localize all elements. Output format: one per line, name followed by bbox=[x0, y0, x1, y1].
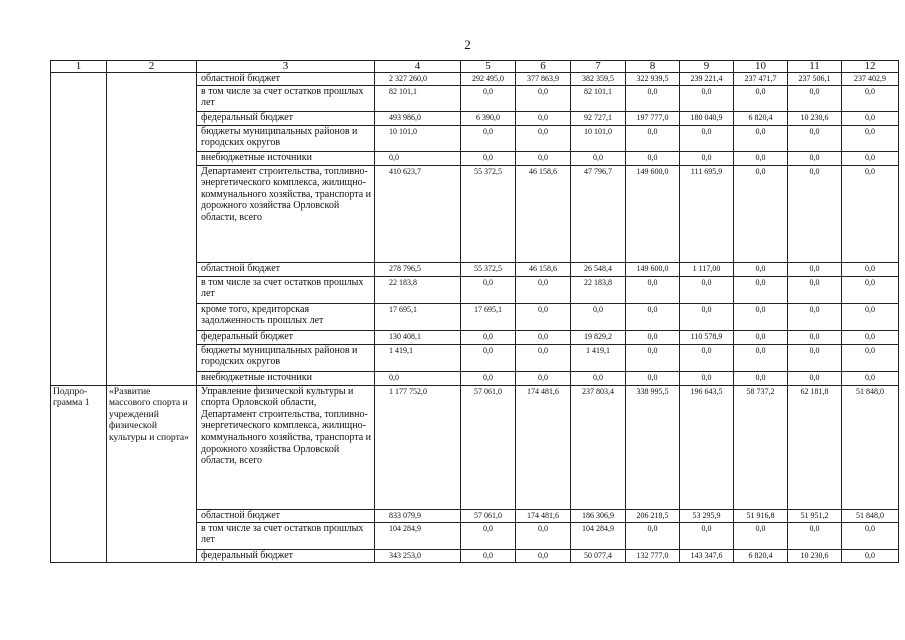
amount-cell: 0,0 bbox=[788, 151, 842, 165]
amount-cell: 0,0 bbox=[626, 522, 680, 549]
amount-cell: 51 916,8 bbox=[734, 509, 788, 522]
amount-cell: 0,0 bbox=[734, 276, 788, 303]
table-row bbox=[51, 73, 899, 86]
amount-cell: 0,0 bbox=[842, 549, 899, 562]
amount-cell: 0,0 bbox=[842, 165, 899, 262]
amount-cell: 0,0 bbox=[571, 151, 626, 165]
amount-cell: 0,0 bbox=[461, 330, 516, 344]
amount-cell: 0,0 bbox=[842, 276, 899, 303]
amount-cell: 0,0 bbox=[461, 371, 516, 385]
header-cell: 12 bbox=[842, 61, 899, 73]
header-cell: 2 bbox=[107, 61, 197, 73]
amount-cell: 0,0 bbox=[788, 262, 842, 276]
header-cell: 5 bbox=[461, 61, 516, 73]
amount-cell: 46 158,6 bbox=[516, 165, 571, 262]
amount-cell: 0,0 bbox=[788, 522, 842, 549]
amount-cell: 0,0 bbox=[842, 125, 899, 151]
amount-cell: 0,0 bbox=[461, 344, 516, 371]
amount-cell: 0,0 bbox=[734, 522, 788, 549]
funding-source-cell: бюджеты муниципальных районов и городских округов bbox=[197, 125, 375, 151]
amount-cell: 0,0 bbox=[516, 85, 571, 111]
amount-cell: 0,0 bbox=[734, 262, 788, 276]
amount-cell: 0,0 bbox=[680, 371, 734, 385]
amount-cell: 0,0 bbox=[516, 125, 571, 151]
funding-source-cell: федеральный бюджет bbox=[197, 330, 375, 344]
funding-source-cell: внебюджетные источники bbox=[197, 151, 375, 165]
amount-cell: 53 295,9 bbox=[680, 509, 734, 522]
table-header-row bbox=[51, 61, 899, 73]
amount-cell: 186 306,9 bbox=[571, 509, 626, 522]
amount-cell: 47 796,7 bbox=[571, 165, 626, 262]
amount-cell: 10 101,0 bbox=[375, 125, 461, 151]
amount-cell: 0,0 bbox=[734, 371, 788, 385]
amount-cell: 0,0 bbox=[842, 371, 899, 385]
amount-cell: 110 578,9 bbox=[680, 330, 734, 344]
amount-cell: 0,0 bbox=[680, 125, 734, 151]
amount-cell: 0,0 bbox=[516, 303, 571, 330]
amount-cell: 382 359,5 bbox=[571, 73, 626, 86]
amount-cell: 0,0 bbox=[842, 522, 899, 549]
header-cell: 10 bbox=[734, 61, 788, 73]
amount-cell: 0,0 bbox=[680, 276, 734, 303]
amount-cell: 1 419,1 bbox=[571, 344, 626, 371]
amount-cell: 0,0 bbox=[516, 371, 571, 385]
funding-source-cell: в том числе за счет остатков прошлых лет bbox=[197, 276, 375, 303]
amount-cell: 92 727,1 bbox=[571, 111, 626, 125]
funding-source-cell: Департамент строительства, топливно-энергетического комплекса, жилищно-коммунального хозяйства, транспорта и дорожного хозяйства Орловской области, всего bbox=[197, 165, 375, 262]
amount-cell: 6 820,4 bbox=[734, 549, 788, 562]
amount-cell: 0,0 bbox=[788, 276, 842, 303]
amount-cell: 0,0 bbox=[842, 111, 899, 125]
amount-cell: 149 600,0 bbox=[626, 262, 680, 276]
program-code-cell: Подпро-грамма 1 bbox=[51, 385, 107, 562]
amount-cell: 0,0 bbox=[626, 125, 680, 151]
amount-cell: 22 183,8 bbox=[571, 276, 626, 303]
amount-cell: 46 158,6 bbox=[516, 262, 571, 276]
amount-cell: 6 390,0 bbox=[461, 111, 516, 125]
amount-cell: 0,0 bbox=[680, 151, 734, 165]
amount-cell: 1 177 752,0 bbox=[375, 385, 461, 509]
program-name-cell bbox=[107, 73, 197, 386]
program-code-cell bbox=[51, 73, 107, 386]
amount-cell: 2 327 260,0 bbox=[375, 73, 461, 86]
budget-table bbox=[50, 60, 899, 563]
amount-cell: 1 117,00 bbox=[680, 262, 734, 276]
amount-cell: 174 481,6 bbox=[516, 509, 571, 522]
amount-cell: 0,0 bbox=[516, 276, 571, 303]
amount-cell: 6 820,4 bbox=[734, 111, 788, 125]
amount-cell: 111 695,9 bbox=[680, 165, 734, 262]
amount-cell: 0,0 bbox=[461, 276, 516, 303]
amount-cell: 0,0 bbox=[788, 125, 842, 151]
amount-cell: 0,0 bbox=[734, 303, 788, 330]
amount-cell: 0,0 bbox=[788, 85, 842, 111]
amount-cell: 0,0 bbox=[842, 344, 899, 371]
amount-cell: 0,0 bbox=[788, 344, 842, 371]
funding-source-cell: бюджеты муниципальных районов и городских округов bbox=[197, 344, 375, 371]
amount-cell: 237 471,7 bbox=[734, 73, 788, 86]
funding-source-cell: федеральный бюджет bbox=[197, 549, 375, 562]
amount-cell: 0,0 bbox=[680, 344, 734, 371]
amount-cell: 22 183,8 bbox=[375, 276, 461, 303]
amount-cell: 410 623,7 bbox=[375, 165, 461, 262]
amount-cell: 17 695,1 bbox=[375, 303, 461, 330]
amount-cell: 82 101,1 bbox=[571, 85, 626, 111]
amount-cell: 51 848,0 bbox=[842, 509, 899, 522]
table-row bbox=[51, 385, 899, 509]
amount-cell: 0,0 bbox=[842, 330, 899, 344]
amount-cell: 0,0 bbox=[734, 165, 788, 262]
amount-cell: 0,0 bbox=[626, 371, 680, 385]
amount-cell: 0,0 bbox=[461, 151, 516, 165]
amount-cell: 132 777,0 bbox=[626, 549, 680, 562]
amount-cell: 0,0 bbox=[626, 344, 680, 371]
amount-cell: 82 101,1 bbox=[375, 85, 461, 111]
amount-cell: 55 372,5 bbox=[461, 262, 516, 276]
amount-cell: 0,0 bbox=[734, 125, 788, 151]
amount-cell: 0,0 bbox=[626, 85, 680, 111]
amount-cell: 0,0 bbox=[680, 85, 734, 111]
amount-cell: 58 737,2 bbox=[734, 385, 788, 509]
amount-cell: 0,0 bbox=[842, 85, 899, 111]
amount-cell: 55 372,5 bbox=[461, 165, 516, 262]
amount-cell: 0,0 bbox=[516, 344, 571, 371]
header-cell: 1 bbox=[51, 61, 107, 73]
amount-cell: 10 230,6 bbox=[788, 111, 842, 125]
header-cell: 9 bbox=[680, 61, 734, 73]
amount-cell: 206 218,5 bbox=[626, 509, 680, 522]
amount-cell: 10 230,6 bbox=[788, 549, 842, 562]
amount-cell: 10 101,0 bbox=[571, 125, 626, 151]
header-cell: 7 bbox=[571, 61, 626, 73]
funding-source-cell: областной бюджет bbox=[197, 73, 375, 86]
amount-cell: 237 506,1 bbox=[788, 73, 842, 86]
program-name-cell: «Развитие массового спорта и учреждений физической культуры и спорта» bbox=[107, 385, 197, 562]
amount-cell: 0,0 bbox=[516, 522, 571, 549]
amount-cell: 377 863,9 bbox=[516, 73, 571, 86]
page-number: 2 bbox=[464, 37, 471, 52]
amount-cell: 0,0 bbox=[788, 165, 842, 262]
funding-source-cell: областной бюджет bbox=[197, 262, 375, 276]
amount-cell: 0,0 bbox=[626, 330, 680, 344]
funding-source-cell: в том числе за счет остатков прошлых лет bbox=[197, 522, 375, 549]
amount-cell: 197 777,0 bbox=[626, 111, 680, 125]
amount-cell: 338 995,5 bbox=[626, 385, 680, 509]
amount-cell: 0,0 bbox=[626, 276, 680, 303]
amount-cell: 493 986,0 bbox=[375, 111, 461, 125]
amount-cell: 104 284,9 bbox=[571, 522, 626, 549]
amount-cell: 0,0 bbox=[788, 303, 842, 330]
amount-cell: 0,0 bbox=[516, 151, 571, 165]
amount-cell: 130 408,1 bbox=[375, 330, 461, 344]
amount-cell: 1 419,1 bbox=[375, 344, 461, 371]
amount-cell: 0,0 bbox=[680, 522, 734, 549]
amount-cell: 196 643,5 bbox=[680, 385, 734, 509]
funding-source-cell: кроме того, кредиторская задолженность прошлых лет bbox=[197, 303, 375, 330]
amount-cell: 0,0 bbox=[626, 151, 680, 165]
header-cell: 6 bbox=[516, 61, 571, 73]
amount-cell: 62 181,8 bbox=[788, 385, 842, 509]
amount-cell: 0,0 bbox=[461, 549, 516, 562]
amount-cell: 0,0 bbox=[375, 151, 461, 165]
amount-cell: 57 061,0 bbox=[461, 509, 516, 522]
amount-cell: 0,0 bbox=[734, 85, 788, 111]
amount-cell: 239 221,4 bbox=[680, 73, 734, 86]
amount-cell: 322 939,5 bbox=[626, 73, 680, 86]
amount-cell: 174 481,6 bbox=[516, 385, 571, 509]
amount-cell: 0,0 bbox=[571, 371, 626, 385]
amount-cell: 0,0 bbox=[516, 111, 571, 125]
amount-cell: 143 347,6 bbox=[680, 549, 734, 562]
amount-cell: 0,0 bbox=[788, 330, 842, 344]
amount-cell: 343 253,0 bbox=[375, 549, 461, 562]
funding-source-cell: в том числе за счет остатков прошлых лет bbox=[197, 85, 375, 111]
amount-cell: 51 951,2 bbox=[788, 509, 842, 522]
amount-cell: 0,0 bbox=[461, 522, 516, 549]
amount-cell: 833 079,9 bbox=[375, 509, 461, 522]
amount-cell: 0,0 bbox=[571, 303, 626, 330]
header-cell: 3 bbox=[197, 61, 375, 73]
header-cell: 4 bbox=[375, 61, 461, 73]
amount-cell: 278 796,5 bbox=[375, 262, 461, 276]
amount-cell: 0,0 bbox=[788, 371, 842, 385]
amount-cell: 0,0 bbox=[375, 371, 461, 385]
amount-cell: 0,0 bbox=[516, 330, 571, 344]
amount-cell: 149 600,0 bbox=[626, 165, 680, 262]
amount-cell: 292 495,0 bbox=[461, 73, 516, 86]
amount-cell: 50 077,4 bbox=[571, 549, 626, 562]
amount-cell: 19 829,2 bbox=[571, 330, 626, 344]
amount-cell: 0,0 bbox=[516, 549, 571, 562]
amount-cell: 0,0 bbox=[842, 151, 899, 165]
amount-cell: 237 803,4 bbox=[571, 385, 626, 509]
amount-cell: 0,0 bbox=[461, 85, 516, 111]
amount-cell: 237 402,9 bbox=[842, 73, 899, 86]
amount-cell: 104 284,9 bbox=[375, 522, 461, 549]
amount-cell: 0,0 bbox=[461, 125, 516, 151]
header-cell: 11 bbox=[788, 61, 842, 73]
amount-cell: 51 848,0 bbox=[842, 385, 899, 509]
amount-cell: 0,0 bbox=[842, 262, 899, 276]
amount-cell: 17 695,1 bbox=[461, 303, 516, 330]
amount-cell: 57 061,0 bbox=[461, 385, 516, 509]
amount-cell: 0,0 bbox=[734, 151, 788, 165]
funding-source-cell: внебюджетные источники bbox=[197, 371, 375, 385]
amount-cell: 26 548,4 bbox=[571, 262, 626, 276]
amount-cell: 180 040,9 bbox=[680, 111, 734, 125]
amount-cell: 0,0 bbox=[626, 303, 680, 330]
amount-cell: 0,0 bbox=[680, 303, 734, 330]
header-cell: 8 bbox=[626, 61, 680, 73]
amount-cell: 0,0 bbox=[842, 303, 899, 330]
funding-source-cell: федеральный бюджет bbox=[197, 111, 375, 125]
funding-source-cell: Управление физической культуры и спорта Орловской области, Департамент строительства, топливно-энергетического комплекса, жилищно-коммунального хозяйства, транспорта и дорожного хозяйства Орловской области, всего bbox=[197, 385, 375, 509]
amount-cell: 0,0 bbox=[734, 330, 788, 344]
funding-source-cell: областной бюджет bbox=[197, 509, 375, 522]
amount-cell: 0,0 bbox=[734, 344, 788, 371]
